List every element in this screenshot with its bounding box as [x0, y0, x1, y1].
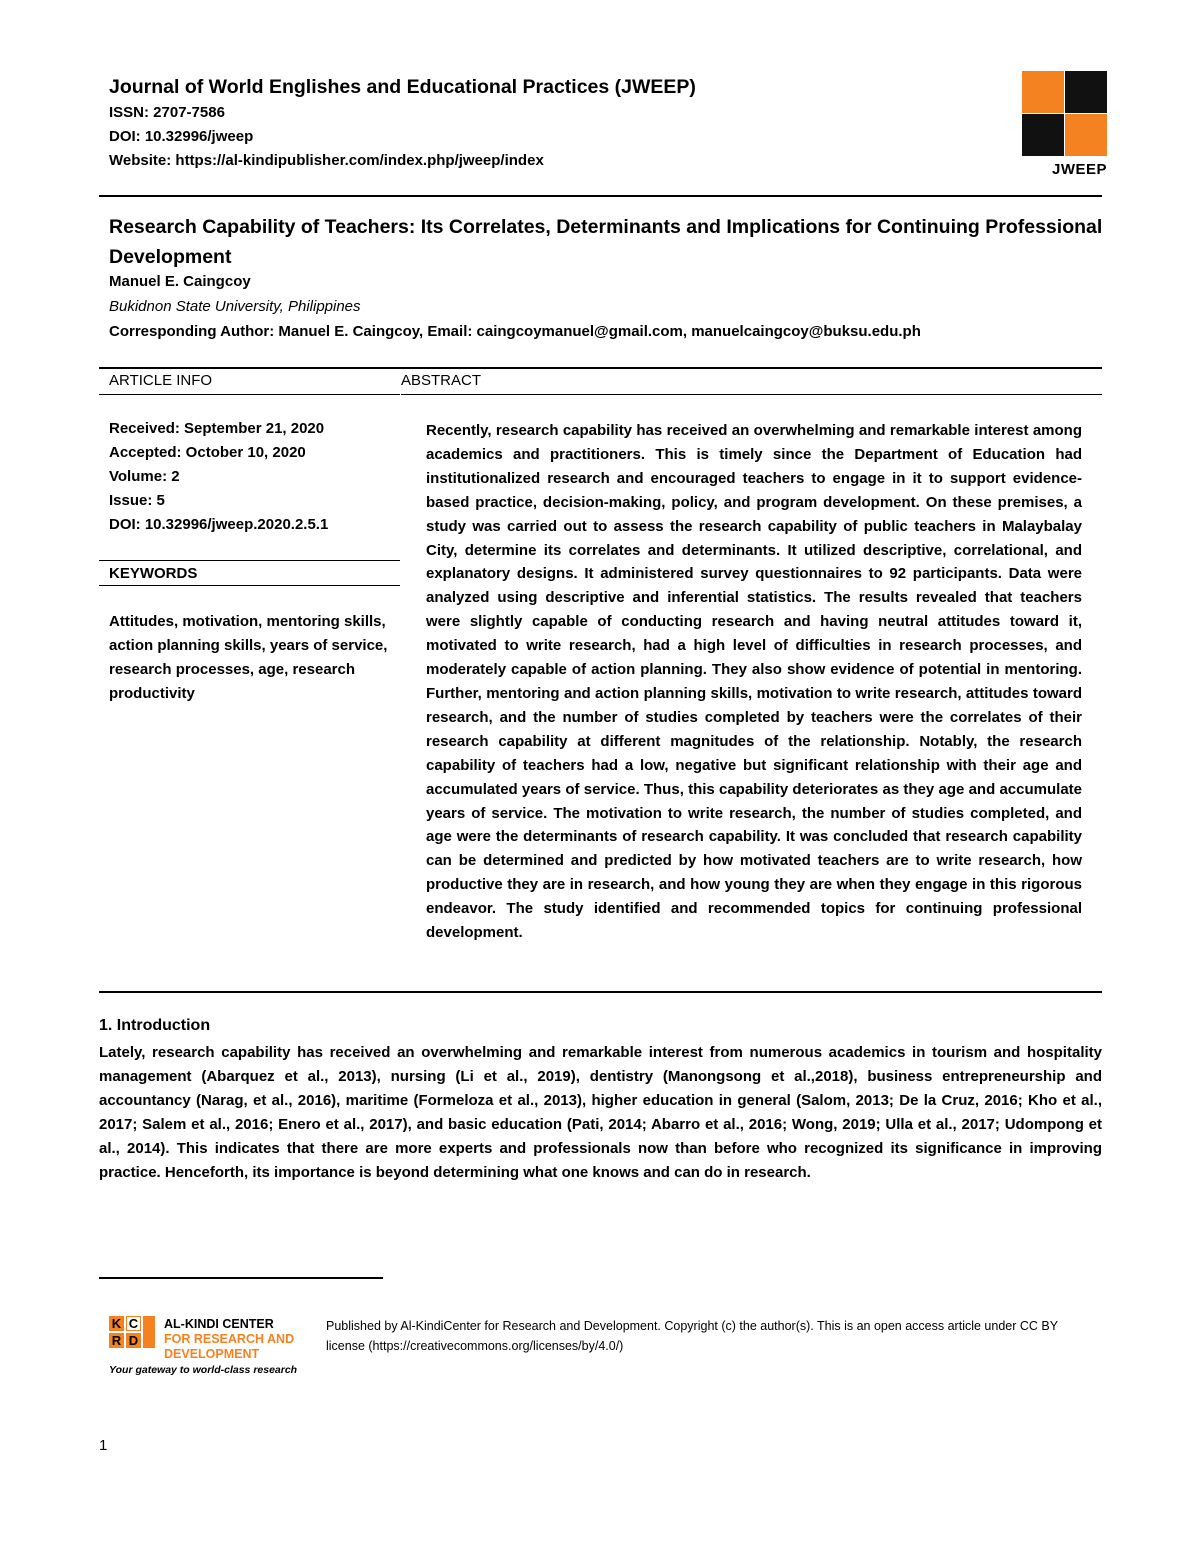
author-affiliation: Bukidnon State University, Philippines: [109, 298, 361, 315]
keywords-heading: KEYWORDS: [109, 565, 198, 582]
header-divider: [99, 195, 1102, 197]
abstract-bottom-rule: [99, 991, 1102, 993]
keywords-list: Attitudes, motivation, mentoring skills, action planning skills, years of service, research processes, age, research productivity: [109, 613, 388, 702]
article-info-heading: ARTICLE INFO: [109, 372, 213, 389]
logo-letter-k: K: [109, 1316, 124, 1331]
received-date: Received: September 21, 2020: [109, 420, 325, 437]
journal-doi: DOI: 10.32996/jweep: [109, 128, 254, 145]
logo-square-orange: [1022, 71, 1064, 113]
page-number: 1: [99, 1437, 108, 1454]
abstract-heading: ABSTRACT: [401, 372, 482, 389]
logo-square-black: [1022, 114, 1064, 156]
keywords-top-rule: [99, 560, 400, 561]
accepted-date: Accepted: October 10, 2020: [109, 444, 306, 461]
abstract-body: Recently, research capability has received an overwhelming and remarkable interest among academics and practitioners. This is timely since the Department of Education had institutionalized research and encouraged teachers to engage in it to support evidence-based practice, decision-making, policy, and program development. On these premises, a study was carried out to assess the research capability of public teachers in Malaybalay City, determine its correlates and determinants. It utilized descriptive, correlational, and explanatory designs. It administered survey questionnaires to 92 participants. Data were analyzed using descriptive and inferential statistics. The results revealed that teachers were slightly capable of conducting research and having neutral attitudes toward it, motivated to write research, had a high level of difficulties in research processes, and moderately capable of action planning. They also show evidence of potential in mentoring. Further, mentoring and action planning skills, motivation to write research, attitudes toward research, and the number of studies completed by teachers were the correlates of their research capability at different magnitudes of the relationship. Notably, the research capability of teachers had a low, negative but significant relationship with their age and accumulated years of service. Thus, this capability deteriorates as they age and accumulate years of service. The motivation to write research, the number of studies completed, and age were the determinants of research capability. It was concluded that research capability can be determined and predicted by how motivated teachers are to write research, how productive they are in research, and how young they are when they engage in this rigorous endeavor. The study identified and recommended topics for continuing professional development.: [426, 422, 1082, 942]
publisher-name-line2: FOR RESEARCH AND: [164, 1332, 295, 1346]
publisher-name-line3: DEVELOPMENT: [164, 1347, 260, 1361]
volume: Volume: 2: [109, 468, 180, 485]
logo-letter-d: D: [126, 1333, 141, 1348]
logo-square-orange: [1065, 114, 1107, 156]
publisher-tagline: Your gateway to world-class research: [109, 1364, 298, 1376]
logo-wordmark: JWEEP: [1051, 161, 1107, 178]
corresponding-author: Corresponding Author: Manuel E. Caingcoy, Email: caingcoymanuel@gmail.com, manuelcaingcoy@buksu.edu.ph: [109, 323, 921, 340]
logo-letter-c: C: [126, 1316, 141, 1331]
info-top-rule: [99, 367, 1102, 369]
author-name: Manuel E. Caingcoy: [109, 273, 251, 290]
footnote-rule: [99, 1277, 383, 1279]
info-heading-rule-right: [401, 394, 1102, 395]
journal-website: Website: https://al-kindipublisher.com/index.php/jweep/index: [109, 152, 544, 169]
introduction-body: Lately, research capability has received an overwhelming and remarkable interest from numerous academics in tourism and hospitality management (Abarquez et al., 2013), nursing (Li et al., 2019), dentistry (Manongsong et al.,2018), business entrepreneurship and accountancy (Narag, et al., 2016), maritime (Formeloza et al., 2013), higher education in general (Salom, 2013; De la Cruz, 2016; Kho et al., 2017; Salem et al., 2016; Enero et al., 2017), and basic education (Pati, 2014; Abarro et al., 2016; Wong, 2019; Ulla et al., 2017; Udompong et al., 2014). This indicates that there are more experts and professionals now than before who recognized its significance in improving practice. Henceforth, its importance is beyond determining what one knows and can do in research.: [99, 1044, 1102, 1182]
article-doi: DOI: 10.32996/jweep.2020.2.5.1: [109, 516, 329, 533]
journal-issn: ISSN: 2707-7586: [109, 104, 225, 121]
issue: Issue: 5: [109, 492, 165, 509]
journal-title: Journal of World Englishes and Educational Practices (JWEEP): [109, 76, 696, 98]
jweep-logo: [1022, 71, 1107, 181]
logo-letter-r: R: [109, 1333, 124, 1348]
al-kindi-logo: [109, 1316, 309, 1380]
keywords-bottom-rule: [99, 585, 400, 586]
logo-square-black: [1065, 71, 1107, 113]
publisher-name-line1: AL-KINDI CENTER: [164, 1317, 274, 1331]
paper-title: Research Capability of Teachers: Its Correlates, Determinants and Implications for Continuing Professional Development: [109, 216, 1103, 268]
logo-block-accent: [143, 1316, 155, 1348]
info-heading-rule-left: [99, 394, 400, 395]
introduction-heading: 1. Introduction: [99, 1017, 211, 1034]
license-note: Published by Al-KindiCenter for Research and Development. Copyright (c) the author(s). This is an open access article under CC BY license (https://creativecommons.org/licenses/by/4.0/): [326, 1319, 1058, 1353]
